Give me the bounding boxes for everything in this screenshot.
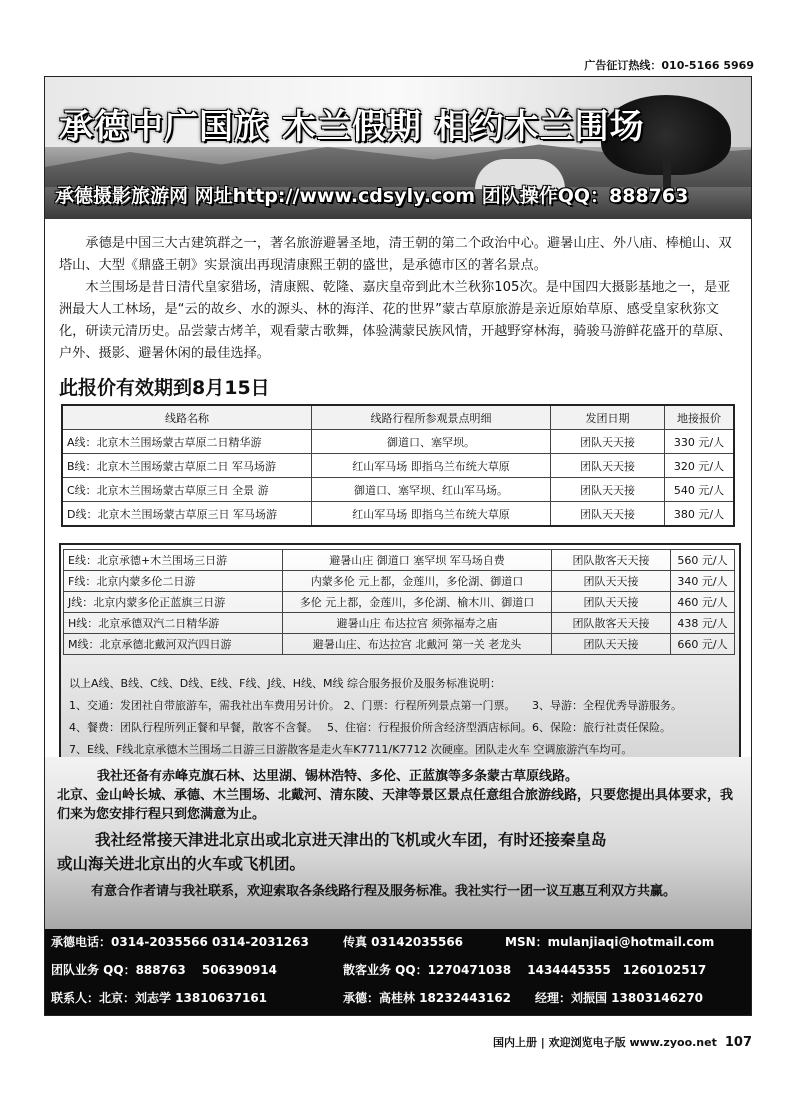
route-name: C线：北京木兰围场蒙古草原三日 全景 游 [62, 478, 312, 502]
service-note: 以上A线、B线、C线、D线、E线、F线、J线、H线、M线 综合服务报价及服务标准说明： [69, 677, 501, 690]
table-row [64, 634, 735, 655]
route-name: H线：北京承德双汽二日精华游 [64, 613, 283, 634]
route-detail: 避暑山庄 布达拉宫 须弥福寿之庙 [283, 613, 552, 634]
msn-contact[interactable]: MSN：mulanjiaqi@hotmail.com [505, 935, 715, 949]
route-price: 660 元/人 [671, 634, 735, 655]
route-detail: 御道口、塞罕坝、红山军马场。 [312, 478, 551, 502]
route-date: 团队天天接 [551, 430, 665, 454]
chengde-contact[interactable]: 承德：高桂林 18232443162 [343, 991, 512, 1005]
page-footer [493, 1034, 752, 1050]
retail-qq[interactable]: 散客业务 QQ：1270471038 1434445355 1260102517 [343, 963, 707, 977]
price-validity: 此报价有效期到8月15日 [59, 377, 270, 399]
route-name: J线：北京内蒙多伦正蓝旗三日游 [64, 592, 283, 613]
table-row [64, 571, 735, 592]
route-detail: 内蒙多伦 元上都，金莲川，多伦湖、御道口 [283, 571, 552, 592]
footer-text[interactable]: 国内上册 | 欢迎浏览电子版 www.zyoo.net [492, 1036, 717, 1049]
route-name: B线：北京木兰围场蒙古草原二日 军马场游 [62, 454, 312, 478]
table-row [62, 454, 734, 478]
col-departure: 发团日期 [551, 405, 665, 430]
col-route-name: 线路名称 [62, 405, 312, 430]
cooperation-line: 有意合作者请与我社联系，欢迎索取各条线路行程及服务标准。我社实行一团一议互惠互利双方共赢。 [91, 884, 677, 899]
route-name: D线：北京木兰围场蒙古草原三日 军马场游 [62, 502, 312, 527]
route-name: E线：北京承德+木兰围场三日游 [64, 550, 283, 571]
route-price: 560 元/人 [671, 550, 735, 571]
price-table-extra-panel [59, 543, 741, 759]
more-routes-text [45, 767, 751, 901]
route-date: 团队散客天天接 [552, 550, 671, 571]
route-date: 团队天天接 [551, 478, 665, 502]
contact-panel [45, 929, 751, 1015]
table-row [62, 478, 734, 502]
route-date: 团队散客天天接 [552, 613, 671, 634]
team-qq[interactable]: 团队业务 QQ：888763 506390914 [51, 963, 278, 977]
banner [45, 77, 751, 219]
col-route-detail: 线路行程所参观景点明细 [312, 405, 551, 430]
route-price: 540 元/人 [665, 478, 735, 502]
ad-hotline: 广告征订热线：010-5166 5969 [584, 59, 754, 72]
table-row [64, 613, 735, 634]
route-date: 团队天天接 [552, 592, 671, 613]
advertisement-frame [44, 76, 752, 1016]
intro-text [59, 233, 741, 365]
route-detail: 御道口、塞罕坝。 [312, 430, 551, 454]
intro-paragraph-mulan: 木兰围场是昔日清代皇家猎场，清康熙、乾隆、嘉庆皇帝到此木兰秋狝105次。是中国四大摄影基地之一，是亚洲最大人工林场，是“云的故乡、水的源头、林的海洋、花的世界”蒙古草原旅游是亲近原始草原、感受皇家秋狝文化，研读元清历史。品尝蒙古烤羊，观看蒙古歌舞，体验满蒙民族风情，开越野穿林海，骑骏马游鲜花盛开的草原、户外、摄影、避暑休闲的最佳选择。 [59, 280, 732, 361]
route-date: 团队天天接 [551, 502, 665, 527]
route-detail: 避暑山庄 御道口 塞罕坝 军马场自费 [283, 550, 552, 571]
route-detail: 避暑山庄、布达拉宫 北戴河 第一关 老龙头 [283, 634, 552, 655]
phone-number[interactable]: 承德电话：0314-2035566 0314-2031263 [51, 935, 309, 949]
route-price: 340 元/人 [671, 571, 735, 592]
service-note: 7、E线、F线北京承德木兰围场二日游三日游散客是走火车K7711/K7712 次硬座。团队走火车 空调旅游汽车均可。 [69, 743, 633, 756]
service-notes [69, 673, 731, 761]
route-name: A线：北京木兰围场蒙古草原二日精华游 [62, 430, 312, 454]
fax-number[interactable]: 传真 03142035566 [343, 935, 464, 949]
table-row [62, 430, 734, 454]
page-number: 107 [724, 1035, 752, 1050]
more-routes-line: 我社还备有赤峰克旗石林、达里湖、锡林浩特、多伦、正蓝旗等多条蒙古草原线路。 [97, 769, 579, 784]
route-price: 380 元/人 [665, 502, 735, 527]
route-price: 460 元/人 [671, 592, 735, 613]
transfer-groups-line: 我社经常接天津进北京出或北京进天津出的飞机或火车团，有时还接秦皇岛 [95, 831, 607, 849]
table-row [62, 502, 734, 527]
route-price: 320 元/人 [665, 454, 735, 478]
table-row [64, 550, 735, 571]
service-note: 1、交通：发团社自带旅游车，需我社出车费用另计价。 2、门票：行程所列景点第一门票。 3、导游：全程优秀导游服务。 [69, 699, 682, 712]
col-price: 地接报价 [665, 405, 735, 430]
route-date: 团队天天接 [551, 454, 665, 478]
price-table-main [61, 404, 735, 527]
route-name: F线：北京内蒙多伦二日游 [64, 571, 283, 592]
service-note: 4、餐费：团队行程所列正餐和早餐，散客不含餐。 5、住宿：行程报价所含经济型酒店标间。6、保险：旅行社责任保险。 [69, 721, 671, 734]
route-name: M线：北京承德北戴河双汽四日游 [64, 634, 283, 655]
route-price: 330 元/人 [665, 430, 735, 454]
route-detail: 红山军马场 即指乌兰布统大草原 [312, 454, 551, 478]
banner-subtitle[interactable]: 承德摄影旅游网 网址http://www.cdsyly.com 团队操作QQ：888763 [55, 185, 689, 207]
route-price: 438 元/人 [671, 613, 735, 634]
table-row [64, 592, 735, 613]
table-header-row [62, 405, 734, 430]
price-table-extra [63, 549, 735, 655]
transfer-groups-line-2: 或山海关进北京出的火车或飞机团。 [57, 855, 306, 873]
manager-contact[interactable]: 经理：刘振国 13803146270 [535, 991, 704, 1005]
intro-paragraph-chengde: 承德是中国三大古建筑群之一，著名旅游避暑圣地，清王朝的第二个政治中心。避暑山庄、外八庙、棒槌山、双塔山、大型《鼎盛王朝》实景演出再现清康熙王朝的盛世，是承德市区的著名景点。 [59, 236, 732, 273]
route-date: 团队天天接 [552, 634, 671, 655]
beijing-contact[interactable]: 联系人：北京：刘志学 13810637161 [51, 991, 268, 1005]
route-detail: 多伦 元上都，金莲川，多伦湖、榆木川、御道口 [283, 592, 552, 613]
route-date: 团队天天接 [552, 571, 671, 592]
combo-routes-line: 北京、金山岭长城、承德、木兰围场、北戴河、清东陵、天津等景区景点任意组合旅游线路，只要您提出具体要求，我们来为您安排行程只到您满意为止。 [57, 788, 734, 822]
banner-title: 承德中广国旅 木兰假期 相约木兰围场 [59, 107, 645, 147]
route-detail: 红山军马场 即指乌兰布统大草原 [312, 502, 551, 527]
